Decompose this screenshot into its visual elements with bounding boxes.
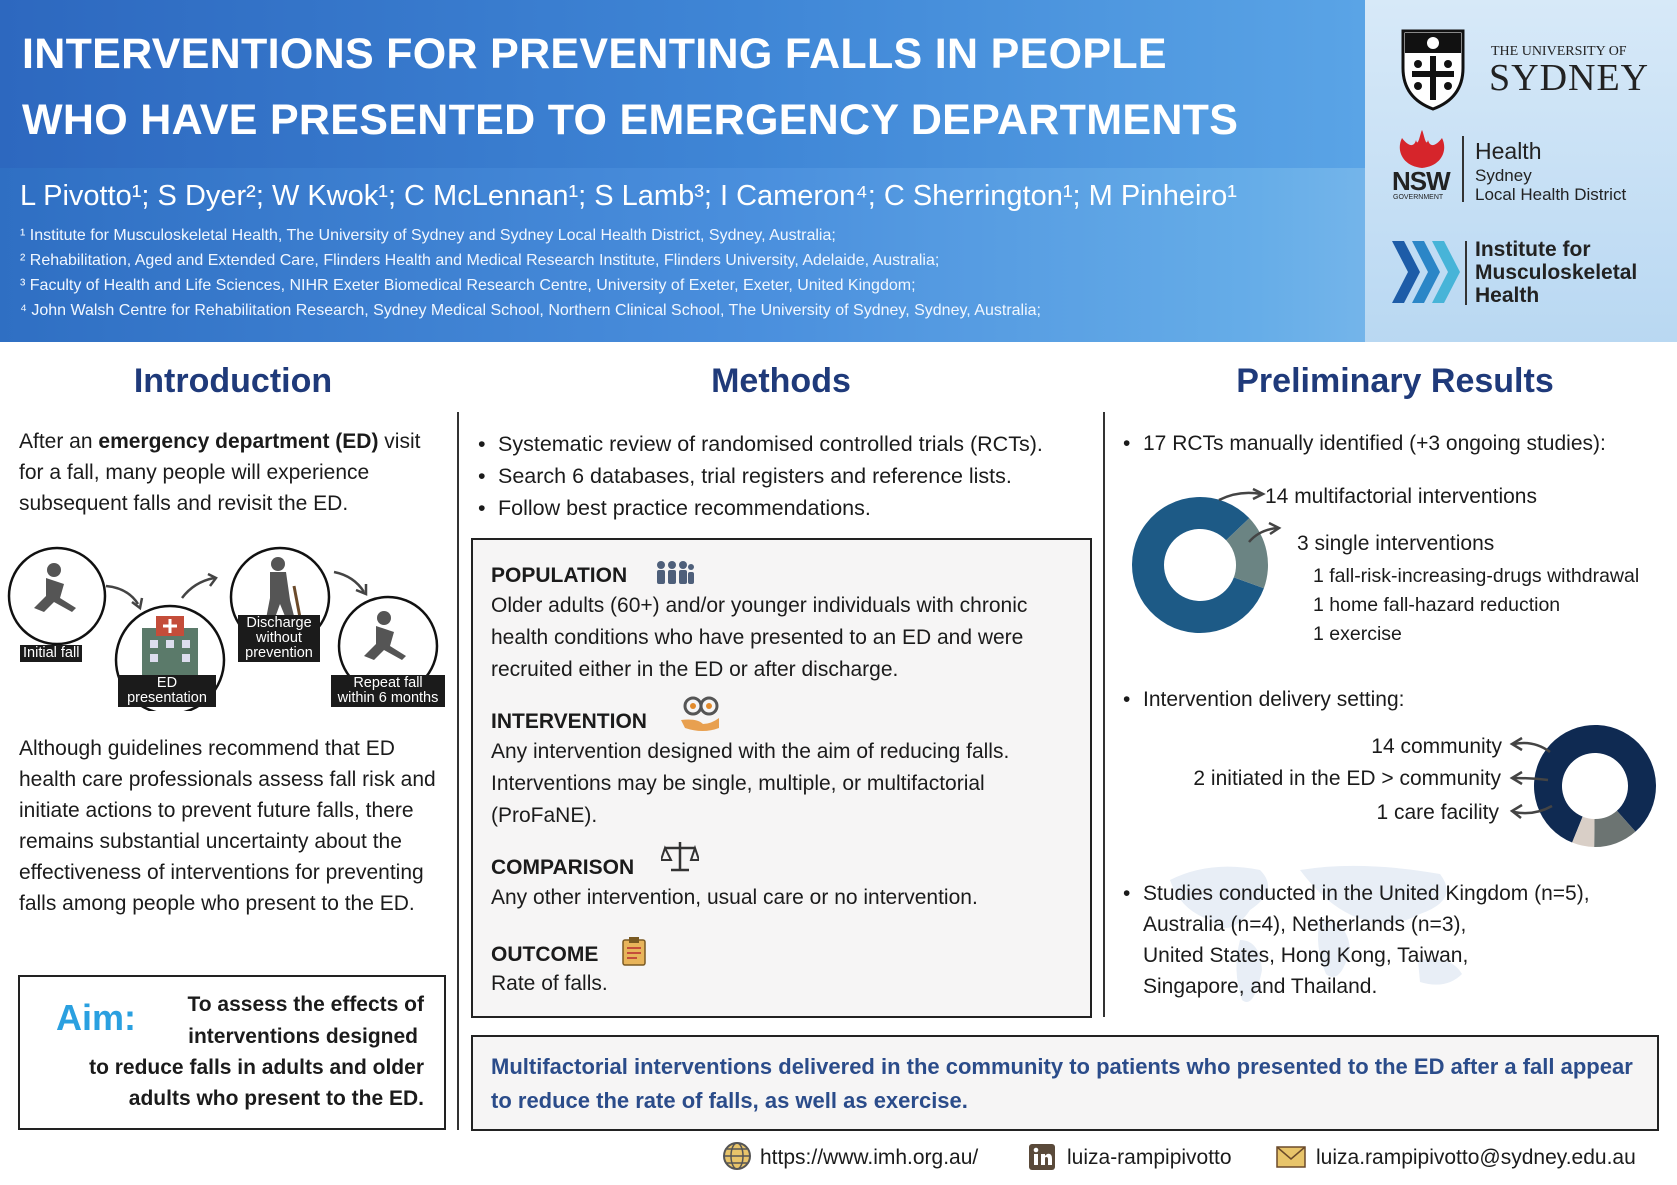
flow-step-discharge-line1: Discharge xyxy=(246,615,312,631)
results-bullet-3-line4: Singapore, and Thailand. xyxy=(1143,975,1378,998)
multifactorial-label: 14 multifactorial interventions xyxy=(1265,485,1537,508)
waratah-icon xyxy=(1390,130,1454,170)
poster-title-line2: WHO HAVE PRESENTED TO EMERGENCY DEPARTMENTS xyxy=(22,96,1239,144)
lhd-text: Local Health District xyxy=(1475,185,1627,204)
flow-step-discharge-line2: without xyxy=(256,630,302,646)
authors: L Pivotto¹; S Dyer²; W Kwok¹; C McLennan¹; S Lamb³; I Cameron⁴; C Sherrington¹; M Pinheiro¹ xyxy=(20,180,1237,212)
logo-panel xyxy=(1365,0,1677,342)
website-link[interactable]: https://www.imh.org.au/ xyxy=(760,1146,979,1169)
outcome-text: Rate of falls. xyxy=(491,972,608,995)
imh-text-1: Institute for xyxy=(1475,238,1591,261)
aim-line-3: to reduce falls in adults and older xyxy=(89,1056,424,1079)
aim-line-1: To assess the effects of xyxy=(187,993,424,1016)
introduction-heading: Introduction xyxy=(133,362,333,400)
single-item-3: 1 exercise xyxy=(1313,623,1402,645)
flow-step-repeat-fall xyxy=(331,675,445,707)
single-label: 3 single interventions xyxy=(1297,532,1495,555)
nsw-text: NSW xyxy=(1392,166,1450,196)
setting-community: 14 community xyxy=(1371,735,1502,758)
donut2-arrows xyxy=(1500,732,1556,832)
results-heading: Preliminary Results xyxy=(1236,362,1554,400)
people-group-icon xyxy=(655,560,695,586)
methods-bullet-2: • Search 6 databases, trial registers and reference lists. xyxy=(498,464,1012,489)
population-heading: POPULATION xyxy=(491,564,628,587)
flow-step-ed-line1: ED xyxy=(156,675,178,691)
usyd-big-text: SYDNEY xyxy=(1489,57,1650,99)
population-text: Older adults (60+) and/or younger individuals with chronic health conditions who have presented to an ED and were recruited either in the ED or after discharge. xyxy=(491,594,1028,681)
intervention-text: Any intervention designed with the aim of reducing falls. Interventions may be single, multiple, or multifactorial (ProFaNE). xyxy=(491,740,1010,827)
methods-bullet-3: • Follow best practice recommendations. xyxy=(498,496,871,521)
flow-step-repeat-line1: Repeat fall xyxy=(353,675,423,691)
outcome-heading: OUTCOME xyxy=(491,943,599,966)
health-text: Health xyxy=(1475,138,1542,164)
title-box xyxy=(0,0,1365,168)
linkedin-link[interactable]: luiza-rampipivotto xyxy=(1067,1146,1232,1169)
methods-heading: Methods xyxy=(711,362,851,400)
poster-title-line1: INTERVENTIONS FOR PREVENTING FALLS IN PEOPLE xyxy=(22,30,1167,78)
affiliation-4: ⁴ John Walsh Centre for Rehabilitation Research, Sydney Medical School, Northern Clinical School, The University of Sydney, Sydney, Australia; xyxy=(20,302,1041,319)
flow-step-ed-presentation xyxy=(118,675,216,707)
flow-step-repeat-line2: within 6 months xyxy=(337,690,439,706)
aim-line-2: interventions designed xyxy=(188,1025,418,1048)
conclusion-text: Multifactorial interventions delivered in the community to patients who presented to the ED after a fall appear to reduce the rate of falls, as well as exercise. xyxy=(491,1054,1633,1113)
setting-care-facility: 1 care facility xyxy=(1376,801,1499,824)
globe-icon xyxy=(722,1141,752,1171)
aim-line-4: adults who present to the ED. xyxy=(128,1087,424,1110)
flow-step-initial-fall: Initial fall xyxy=(20,645,82,662)
aim-label: Aim: xyxy=(56,997,136,1038)
column-divider-2 xyxy=(1103,412,1105,1017)
intro-paragraph-2: Although guidelines recommend that ED health care professionals assess fall risk and initiate actions to prevent future falls, there remains substantial uncertainty about the effectiveness of interventions for preventing falls among people who present to the ED. xyxy=(19,737,436,915)
usyd-small-text: THE UNIVERSITY OF xyxy=(1491,44,1627,59)
imh-divider xyxy=(1465,241,1467,305)
affiliation-3: ³ Faculty of Health and Life Sciences, NIHR Exeter Biomedical Research Centre, University of Exeter, Exeter, United Kingdom; xyxy=(20,277,916,294)
email-icon xyxy=(1276,1145,1306,1169)
intro-p1-bold: emergency department (ED) xyxy=(98,430,379,453)
flow-step-discharge xyxy=(238,615,320,662)
pico-box xyxy=(471,538,1092,1018)
poster-header xyxy=(0,0,1677,342)
aim-box xyxy=(18,975,446,1130)
imh-text-2: Musculoskeletal xyxy=(1475,261,1638,284)
methods-bullet-1: • Systematic review of randomised controlled trials (RCTs). xyxy=(498,432,1043,457)
results-bullet-2: • Intervention delivery setting: xyxy=(1143,688,1404,712)
flow-step-ed-line2: presentation xyxy=(127,690,207,706)
results-bullet-3-line3: United States, Hong Kong, Taiwan, xyxy=(1143,944,1469,967)
clipboard-icon xyxy=(621,936,647,966)
usyd-crest-icon xyxy=(1400,28,1466,112)
affiliation-2: ² Rehabilitation, Aged and Extended Care, Flinders Health and Medical Research Institute, Flinders University, Adelaide, Australia; xyxy=(20,252,940,269)
gears-hand-icon xyxy=(679,694,721,732)
email-link[interactable]: luiza.rampipivotto@sydney.edu.au xyxy=(1316,1146,1636,1169)
conclusion-box xyxy=(471,1035,1659,1131)
column-divider-1 xyxy=(457,412,459,1130)
affiliation-1: ¹ Institute for Musculoskeletal Health, The University of Sydney and Sydney Local Health District, Sydney, Australia; xyxy=(20,227,836,244)
flow-step-discharge-line3: prevention xyxy=(245,645,313,661)
nsw-gov-text: GOVERNMENT xyxy=(1393,194,1444,201)
single-item-1: 1 fall-risk-increasing-drugs withdrawal xyxy=(1313,565,1640,587)
nsw-divider xyxy=(1462,136,1464,202)
comparison-text: Any other intervention, usual care or no intervention. xyxy=(491,886,978,909)
scales-icon xyxy=(661,840,699,874)
comparison-heading: COMPARISON xyxy=(491,856,635,879)
results-bullet-3-line1: • Studies conducted in the United Kingdom (n=5), xyxy=(1143,882,1590,906)
setting-ed-community: 2 initiated in the ED > community xyxy=(1193,767,1501,790)
sydney-text: Sydney xyxy=(1475,166,1532,185)
intro-p1-text-b: visit for a fall, many people will experience subsequent falls and revisit the ED. xyxy=(19,430,421,515)
imh-chevrons-icon xyxy=(1392,241,1464,303)
intro-p1-text-a: After an xyxy=(19,430,99,453)
imh-text-3: Health xyxy=(1475,284,1540,307)
results-bullet-1: • 17 RCTs manually identified (+3 ongoing studies): xyxy=(1143,432,1606,456)
intro-paragraph-1 xyxy=(19,426,439,519)
linkedin-icon xyxy=(1028,1143,1056,1171)
results-bullet-3-line2: Australia (n=4), Netherlands (n=3), xyxy=(1143,913,1467,936)
intervention-heading: INTERVENTION xyxy=(491,710,647,733)
single-item-2: 1 home fall-hazard reduction xyxy=(1313,594,1561,616)
